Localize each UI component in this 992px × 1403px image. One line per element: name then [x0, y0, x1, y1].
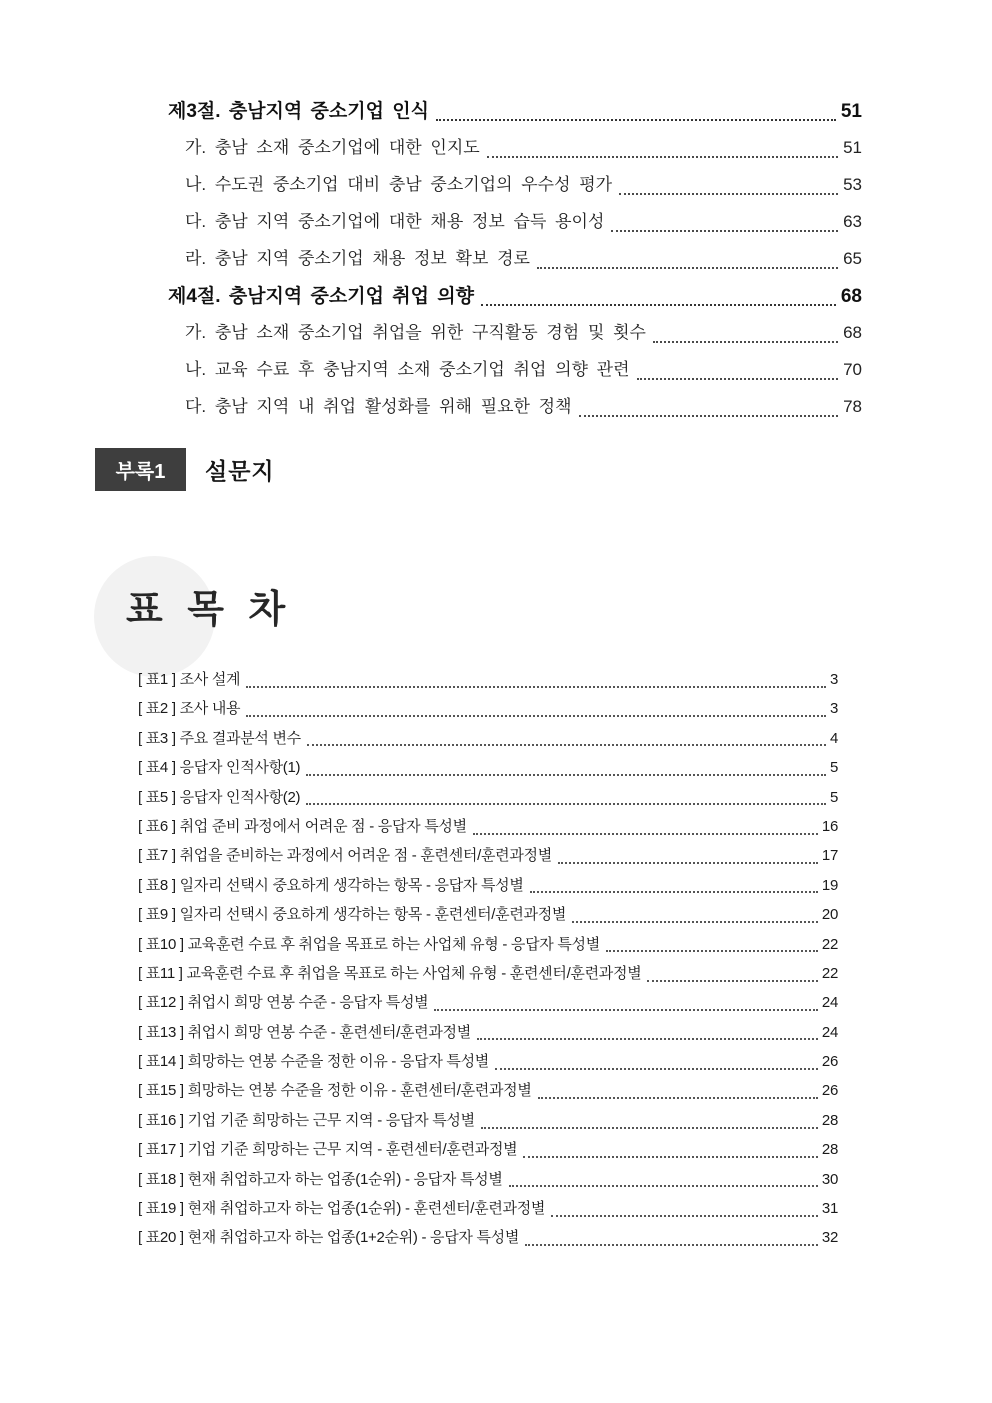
table-entry-label: [ 표16 ] 기업 기준 희망하는 근무 지역 - 응답자 특성별 [138, 1111, 475, 1129]
table-of-contents [168, 96, 862, 429]
dot-leader [537, 267, 838, 269]
dot-leader [495, 1068, 818, 1070]
table-entry-label: [ 표11 ] 교육훈련 수료 후 취업을 목표로 하는 사업체 유형 - 훈련센터/훈련과정별 [138, 964, 642, 982]
table-list-row [138, 815, 838, 844]
table-list-row [138, 1197, 838, 1226]
table-entry-page: 5 [829, 759, 838, 777]
toc-section-label: 제4절. 충남지역 중소기업 취업 의향 [168, 286, 474, 307]
table-entry-page: 28 [821, 1141, 838, 1159]
toc-sub-page: 51 [843, 138, 862, 157]
dot-leader [509, 1185, 818, 1187]
table-entry-page: 24 [821, 994, 838, 1012]
dot-leader [558, 862, 818, 864]
dot-leader [477, 1038, 818, 1040]
toc-section-page: 68 [840, 286, 862, 307]
dot-leader [606, 950, 818, 952]
table-list-row [138, 786, 838, 815]
dot-leader [611, 230, 838, 232]
table-entry-page: 17 [821, 847, 838, 865]
table-entry-label: [ 표18 ] 현재 취업하고자 하는 업종(1순위) - 응답자 특성별 [138, 1170, 503, 1188]
table-entry-page: 20 [821, 906, 838, 924]
table-list-row [138, 1109, 838, 1138]
table-entry-label: [ 표8 ] 일자리 선택시 중요하게 생각하는 항목 - 응답자 특성별 [138, 876, 524, 894]
table-entry-page: 22 [821, 964, 838, 982]
toc-sub-row [168, 207, 862, 244]
table-list-row [138, 1021, 838, 1050]
dot-leader [619, 193, 838, 195]
toc-sub-page: 65 [843, 249, 862, 268]
toc-sub-row [168, 133, 862, 170]
table-entry-label: [ 표5 ] 응답자 인적사항(2) [138, 788, 301, 806]
toc-sub-row [168, 318, 862, 355]
dot-leader [572, 921, 818, 923]
toc-sub-page: 68 [843, 323, 862, 342]
dot-leader [525, 1244, 818, 1246]
appendix-heading [95, 448, 275, 491]
toc-sub-row [168, 392, 862, 429]
toc-sub-row [168, 355, 862, 392]
dot-leader [246, 686, 826, 688]
table-entry-label: [ 표12 ] 취업시 희망 연봉 수준 - 응답자 특성별 [138, 994, 429, 1012]
table-entry-page: 16 [821, 817, 838, 835]
toc-sub-row [168, 170, 862, 207]
toc-sub-page: 63 [843, 212, 862, 231]
dot-leader [307, 744, 826, 746]
toc-sub-page: 78 [843, 397, 862, 416]
table-list-row [138, 844, 838, 873]
table-entry-page: 3 [829, 700, 838, 718]
table-entry-page: 19 [821, 876, 838, 894]
list-of-tables-title: 표 목 차 [126, 589, 293, 631]
dot-leader [551, 1215, 818, 1217]
toc-sub-label: 다. 충남 지역 내 취업 활성화를 위해 필요한 정책 [185, 397, 572, 416]
table-entry-page: 30 [821, 1170, 838, 1188]
dot-leader [530, 891, 818, 893]
dot-leader [538, 1097, 818, 1099]
table-entry-label: [ 표4 ] 응답자 인적사항(1) [138, 759, 301, 777]
toc-section-row [168, 281, 862, 318]
toc-sub-label: 라. 충남 지역 중소기업 채용 정보 확보 경로 [185, 249, 530, 268]
table-list-row [138, 756, 838, 785]
table-entry-label: [ 표1 ] 조사 설계 [138, 671, 241, 688]
table-entry-label: [ 표7 ] 취업을 준비하는 과정에서 어려운 점 - 훈련센터/훈련과정별 [138, 847, 552, 865]
table-entry-label: [ 표3 ] 주요 결과분석 변수 [138, 729, 301, 747]
toc-sub-label: 나. 교육 수료 후 충남지역 소재 중소기업 취업 의향 관련 [185, 360, 630, 379]
toc-section-row [168, 96, 862, 133]
table-list-row [138, 727, 838, 756]
dot-leader [481, 1127, 818, 1129]
table-list-row [138, 1168, 838, 1197]
table-entry-page: 32 [821, 1229, 838, 1247]
table-entry-label: [ 표19 ] 현재 취업하고자 하는 업종(1순위) - 훈련센터/훈련과정별 [138, 1200, 546, 1218]
appendix-title: 설문지 [205, 458, 275, 484]
toc-sub-label: 나. 수도권 중소기업 대비 충남 중소기업의 우수성 평가 [185, 175, 613, 194]
dot-leader [637, 378, 839, 380]
list-of-tables [138, 668, 838, 1256]
toc-sub-page: 53 [843, 175, 862, 194]
toc-sub-label: 다. 충남 지역 중소기업에 대한 채용 정보 습득 용이성 [185, 212, 605, 231]
table-entry-page: 5 [829, 788, 838, 806]
toc-sub-label: 가. 충남 소재 중소기업 취업을 위한 구직활동 경험 및 횟수 [185, 323, 646, 342]
table-entry-label: [ 표9 ] 일자리 선택시 중요하게 생각하는 항목 - 훈련센터/훈련과정별 [138, 906, 567, 924]
table-list-row [138, 668, 838, 697]
dot-leader [306, 803, 826, 805]
table-list-row [138, 1079, 838, 1108]
dot-leader [653, 341, 838, 343]
table-list-row [138, 933, 838, 962]
table-list-row [138, 962, 838, 991]
table-list-row [138, 874, 838, 903]
table-entry-label: [ 표20 ] 현재 취업하고자 하는 업종(1+2순위) - 응답자 특성별 [138, 1229, 520, 1247]
table-entry-page: 24 [821, 1023, 838, 1041]
dot-leader [306, 774, 826, 776]
table-entry-page: 31 [821, 1200, 838, 1218]
toc-sub-row [168, 244, 862, 281]
toc-sub-page: 70 [843, 360, 862, 379]
table-entry-label: [ 표10 ] 교육훈련 수료 후 취업을 목표로 하는 사업체 유형 - 응답자 특성별 [138, 935, 600, 953]
table-entry-page: 4 [829, 729, 838, 747]
table-entry-label: [ 표14 ] 희망하는 연봉 수준을 정한 이유 - 응답자 특성별 [138, 1053, 489, 1071]
dot-leader [523, 1156, 818, 1158]
toc-section-page: 51 [840, 101, 862, 122]
dot-leader [436, 119, 836, 121]
table-list-row [138, 1050, 838, 1079]
appendix-badge: 부록1 [95, 448, 186, 491]
toc-sub-label: 가. 충남 소재 중소기업에 대한 인지도 [185, 138, 480, 157]
dot-leader [246, 715, 826, 717]
table-entry-label: [ 표17 ] 기업 기준 희망하는 근무 지역 - 훈련센터/훈련과정별 [138, 1141, 518, 1159]
dot-leader [579, 415, 839, 417]
dot-leader [487, 156, 838, 158]
table-list-row [138, 1226, 838, 1255]
toc-section [168, 281, 862, 429]
table-list-row [138, 903, 838, 932]
table-entry-page: 26 [821, 1082, 838, 1100]
table-list-row [138, 991, 838, 1020]
dot-leader [434, 1009, 818, 1011]
table-list-row [138, 1138, 838, 1167]
table-entry-page: 26 [821, 1053, 838, 1071]
toc-section-label: 제3절. 충남지역 중소기업 인식 [168, 101, 429, 122]
table-entry-page: 3 [829, 671, 838, 688]
table-entry-label: [ 표15 ] 희망하는 연봉 수준을 정한 이유 - 훈련센터/훈련과정별 [138, 1082, 532, 1100]
table-list-row [138, 697, 838, 726]
toc-section [168, 96, 862, 281]
table-entry-page: 28 [821, 1111, 838, 1129]
dot-leader [647, 980, 818, 982]
table-entry-label: [ 표6 ] 취업 준비 과정에서 어려운 점 - 응답자 특성별 [138, 817, 467, 835]
table-entry-page: 22 [821, 935, 838, 953]
table-entry-label: [ 표13 ] 취업시 희망 연봉 수준 - 훈련센터/훈련과정별 [138, 1023, 471, 1041]
dot-leader [473, 833, 818, 835]
dot-leader [481, 304, 836, 306]
table-entry-label: [ 표2 ] 조사 내용 [138, 700, 241, 718]
